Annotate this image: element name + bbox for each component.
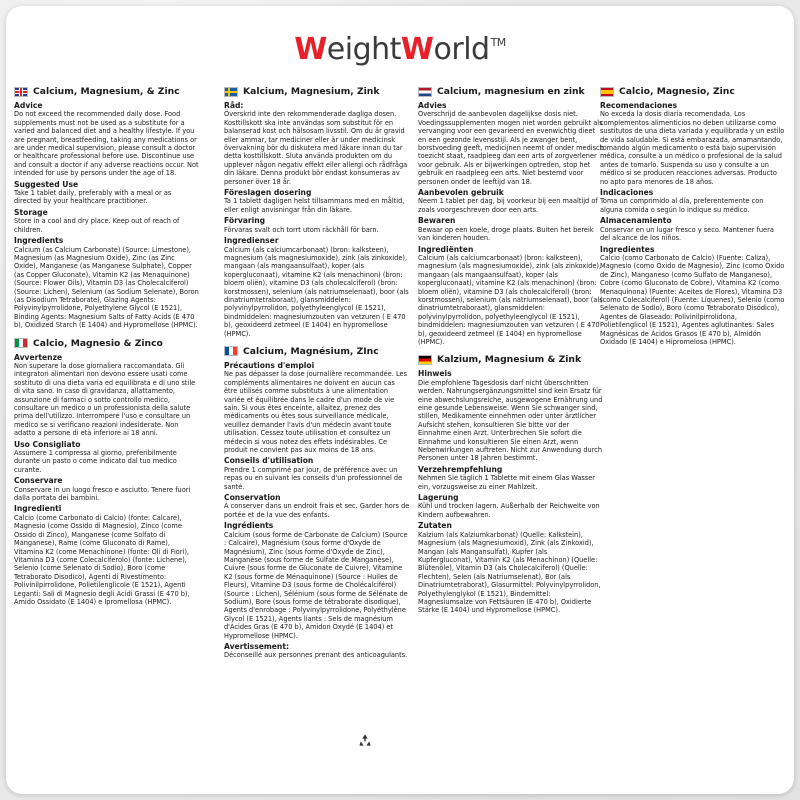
label-section [14,504,200,606]
label-section [224,493,410,519]
label-section [14,208,200,234]
section-title: Förvaring [224,216,266,226]
es-flag-icon [600,87,614,97]
logo-text-eight: eight [326,31,401,67]
product-title: Calcio, Magnesio & Zinco [33,337,163,349]
section-body: À conserver dans un endroit frais et sec. Garder hors de portée et de la vue des enfants. [224,502,410,519]
product-title: Kalcium, Magnesium, Zink [243,86,380,97]
product-title: Calcio, Magnesio, Zinc [619,86,735,97]
section-body: Kühl und trocken lagern. Außerhalb der Reichweite von Kindern aufbewahren. [418,502,600,519]
language-block [418,354,604,614]
section-body: Överskrid inte den rekommenderade dagliga dosen. Kosttillskott ska inte användas som substitut för en balanserad kost och hälsosam livsstil. Om du är gravid eller ammar, tar mediciner eller är under medicinsk övervakning bör du diskutera med läkare innan du tar detta kosttillskott. Sluta använda produkten om du upplever någon negativ effekt eller allergi och rådfråga din läkare. Denna produkt bör endast konsumeras av personer över 18 år. [224,110,408,186]
language-heading [14,86,200,97]
language-block [224,346,410,660]
language-block [224,86,410,338]
logo-text-orld: orld [433,31,490,67]
section-title: Conservation [224,493,281,503]
language-block [14,86,200,330]
section-title: Zutaten [418,521,452,531]
label-section [418,521,604,614]
section-title: Uso Consigliato [14,439,81,449]
section-body: Kalzium (als Kalziumkarbonat) (Quelle: Kalkstein), Magnesium (als Magnesiumoxid), Zink (als Zinkoxid), Mangan (als Mangansulfat), Kupfer (als Kupfergluconat), Vitamin K2 (als Menachinon) (Quelle: Blütenöle), Vitamin D3 (als Cholecalciferol) (Quelle: Flechten), Selen (als Natriumselenat), Bor (als Dinatriumtetraborat), Glasurmittel: Polyvinylpyrrolidon, Polyethylenglykol (E 1521), Bindemittel: Magnesiumsalze von Fettsäuren (E 470 b), Oxidierte Stärke (E 1404) und Hypromellose (HPMC). [418,530,601,615]
section-title: Advice [14,101,43,110]
section-title: Verzehrempfehlung [418,464,503,474]
section-body: Calcio (como Carbonato de Calcio) (Fuente: Caliza), Magnesio (como Óxido de Magnesio), Zinc (como Óxido de Zinc), Manganeso (como Sulfato de Manganeso), Cobre (como Gluconato de Cobre), Vitamina K2 (como Menaquinona) (Fuente: Aceites de Flores), Vitamina D3 (como Colecalciferol) (Fuente: Líquenes), Selenio (como Selenato de Sodio), Boro (como Tetraborato Disódico), Agentes de Glaseado: Polivinilpirrolidona, Polietilenglicol (E 1521), Agentes aglutinantes: Sales Magnésicas de Ácidos Grasos (E 470 b), Almidón Oxidado (E 1404) e Hipromelosa (HPMC). [600,253,785,346]
label-section [14,236,200,329]
section-body: Nehmen Sie täglich 1 Tablette mit einem Glas Wasser ein, vorzugsweise zu einer Mahlzeit. [418,474,596,491]
label-section [224,361,410,454]
section-body: Non superare la dose giornaliera raccomandata. Gli integratori alimentari non devono essere usati come sostituto di una dieta varia ed equilibrata e di uno stile di vita sano. In caso di gravidanza, allattamento, assunzione di farmaci o sotto controllo medico, consultare un medico o un professionista della salute prima dell'utilizzo. Interrompere l'uso e consultare un medico se si verificano reazioni indesiderate. Non adatto a persone di età inferiore ai 18 anni. [14,361,196,438]
label-section [418,465,604,491]
brand-logo [6,24,794,74]
section-title: Ingredientes [600,244,655,254]
section-body: Do not exceed the recommended daily dose. Food supplements must not be used as a substitute for a varied and balanced diet and a healthy lifestyle. If you are pregnant, breastfeeding, taking any medications or are under medical supervision, please consult a doctor or healthcare professional before use. Discontinue use and consult a doctor if any adverse reactions occur. Not intended for use by persons under the age of 18. [14,110,199,178]
section-title: Ingrédients [224,521,274,531]
section-title: Hinweis [418,369,452,379]
product-title: Calcium, magnesium en zink [437,86,585,97]
supplement-label [6,6,794,794]
logo-wordmark [294,32,506,67]
section-title: Lagerung [418,493,459,503]
language-heading [224,86,410,97]
section-title: Ingredienti [14,504,62,514]
label-section [600,216,786,242]
section-title: Conservare [14,476,63,486]
section-title: Råd: [224,101,244,110]
section-body: Calcium (als calciumcarbonaat) (bron: kalksteen), magnesium (als magnesiumoxide), zink (als zinkoxide), mangaan (als mangaansulfaat), koper (als kopergluconaat), vitamine K2 (als menachinon) (bron: bloem oliën), vitamine D3 (als cholecalciferol) (bron: korstmossen), selenium (als natriumselenaat), boor (als dinatriumtetraboraat), glansmiddelen: polyvinylpyrrolidon, polyethyleenglycol (E 1521), bindmiddelen: magnesiumzouten van vetzuren ( E 470 b), geoxideerd zetmeel (E 1404) en hypromellose (HPMC). [224,245,409,338]
section-body: Déconseillé aux personnes prenant des anticoagulants. [224,651,408,660]
section-body: Conservar en un lugar fresco y seco. Mantener fuera del alcance de los niños. [600,225,774,243]
label-section [224,642,410,660]
language-heading [14,338,200,349]
section-body: Conservare in un luogo fresco e asciutto. Tenere fuori dalla portata dei bambini. [14,485,191,503]
section-body: No exceda la dosis diaria recomendada. Los complementos alimenticios no deben utilizarse como sustitutos de una dieta variada y equilibrada y un estilo de vida saludable. Si está embarazada, amamantando, tomando algún medicamento o está bajo supervisión médica, consulte a un médico o profesional de la salud antes de tomarlo. Suspenda su uso y consulte a un médico si se producen reacciones adversas. Producto no apto para menores de 18 años. [600,110,785,186]
language-heading [224,346,410,357]
section-body: Bewaar op een koele, droge plaats. Buiten het bereik van kinderen houden. [418,225,594,243]
section-title: Conseils d'utilisation [224,456,314,466]
label-section [224,101,410,186]
label-section [600,188,786,214]
section-title: Almacenamiento [600,216,672,226]
language-block [418,86,604,346]
label-section [600,101,786,186]
language-heading [418,354,604,365]
label-section [224,216,410,234]
language-block [14,338,200,607]
section-title: Ingredienser [224,236,279,246]
fr-flag-icon [224,346,238,356]
section-title: Indicaciones [600,188,654,198]
section-title: Ingrediënten [418,244,474,254]
column-2 [224,86,410,668]
section-body: Assumere 1 compressa al giorno, preferibilmente durante un pasto o come indicato dal tuo medico curante. [14,449,177,474]
section-title: Advies [418,101,447,110]
section-title: Avertissement: [224,641,290,651]
label-section [418,101,604,186]
label-section [224,521,410,640]
section-title: Recomendaciones [600,101,678,110]
section-body: Die empfohlene Tagesdosis darf nicht überschritten werden. Nahrungsergänzungsmittel sind kein Ersatz für eine abwechslungsreiche, ausgewogene Ernährung und eine gesunde Lebensweise. Wenn Sie schwanger sind, stillen, Medikamente einnehmen oder unter ärztlicher Aufsicht stehen, konsultieren Sie bitte vor der Einnahme einen Arzt. Unterbrechen Sie sofort die Einnahme und konsultieren Sie einen Arzt, wenn Nebenwirkungen auftreten. Nicht zur Anwendung durch Personen unter 18 Jahren bestimmt. [418,378,603,463]
language-block [600,86,786,346]
label-section [224,236,410,338]
section-title: Storage [14,207,48,217]
column-3 [418,86,604,623]
label-section [418,369,604,462]
it-flag-icon [14,338,28,348]
section-body: Neem 1 tablet per dag, bij voorkeur bij een maaltijd of zoals voorgeschreven door een arts. [418,197,598,214]
label-section [14,440,200,475]
se-flag-icon [224,87,238,97]
section-body: Förvaras svalt och torrt utom räckhåll för barn. [224,225,379,234]
recycle-icon [358,733,372,747]
product-title: Calcium, Magnesium, & Zinc [33,86,180,97]
section-title: Suggested Use [14,179,79,189]
label-section [600,245,786,347]
de-flag-icon [418,355,432,365]
label-section [418,245,604,347]
section-title: Avvertenze [14,352,63,362]
section-body: Calcium (als calciumcarbonaat) (bron: kalksteen), magnesium (als magnesiumoxide), zink (als zinkoxide), mangaan (als mangaansulfaat), koper (als kopergluconaat), vitamine K2 (als menachinon) (bron: bloem oliën), vitamine D3 (als cholecalciferol) (bron: korstmossen), selenium (als natriumselenaat), boor (als dinatriumtetraboraat), glansmiddelen: polyvinylpyrrolidon, polyethyleenglycol (E 1521), bindmiddelen: magnesiumzouten van vetzuren ( E 470 b), geoxideerd zetmeel (E 1404) en hypromellose (HPMC). [418,253,603,346]
product-title: Calcium, Magnésium, ZInc [243,345,379,357]
trademark-mark: TM [490,35,506,49]
section-title: Aanbevolen gebruik [418,188,504,198]
language-heading [418,86,604,97]
label-section [14,476,200,502]
column-4 [600,86,786,354]
section-body: Prendre 1 comprimé par jour, de préférence avec un repas ou en suivant les conseils d'un professionnel de santé. [224,465,403,491]
section-title: Föreslagen dosering [224,188,312,198]
column-1 [14,86,200,614]
section-title: Précautions d'emploi [224,360,315,370]
label-section [418,216,604,242]
section-body: Take 1 tablet daily, preferably with a meal or as directed by your healthcare practitioner. [14,189,172,206]
logo-letter-w2: W [400,31,434,67]
section-title: Ingredients [14,236,64,246]
product-title: Kalzium, Magnesium & Zink [437,354,582,366]
label-section [224,188,410,214]
language-heading [600,86,786,97]
label-section [14,180,200,206]
section-body: Store in a cool and dry place. Keep out of reach of children. [14,217,180,234]
label-section [14,101,200,178]
section-body: Calcio (come Carbonato di Calcio) (fonte: Calcare), Magnesio (come Ossido di Magnesio), Zinco (come Ossido di Zinco), Manganese (come Solfato di Manganese), Rame (come Gluconato di Rame), Vitamina K2 (come Menachinone) (fonte: Oli di Fiori), Vitamina D3 (come Colecalciferolo) (fonte: Lichene), Selenio (come Selenato di Sodio), Boro (come Tetraborato Disodico), Agenti di Rivestimento: Polivinilpirrolidone, Polietilenglicole (E 1521), Agenti Leganti: Sali di Magnesio degli Acidi Grassi (E 470 b), Amido Ossidato (E 1404) e Ipromellosa (HPMC). [14,513,190,606]
label-section [14,353,200,438]
section-body: Toma un comprimido al día, preferentemente con alguna comida o según lo indique su médico. [600,197,764,214]
section-body: Ne pas dépasser la dose journalière recommandée. Les compléments alimentaires ne doivent en aucun cas être utilisés comme substituts à une alimentation variée et équilibrée dans le cadre d'un mode de vie sain. Si vous êtes enceinte, allaitez, prenez des médicaments ou êtes sous surveillance médicale, veuillez demander l'avis d'un médecin avant toute utilisation. Cessez toute utilisation et consultez un médecin si vous notez des effets indésirables. Ce produit ne convient pas aux moins de 18 ans. [224,370,408,455]
uk-flag-icon [14,87,28,97]
section-body: Calcium (as Calcium Carbonate) (Source: Limestone), Magnesium (as Magnesium Oxide), Zinc (as Zinc Oxide), Manganese (as Manganese Sulphate), Copper (as Copper Gluconate), Vitamin K2 (as Menaquinone) (Source: Flower Oils), Vitamin D3 (as Cholecalciferol) (Source: Lichen), Selenium (as Sodium Selenate), Boron (as Disodium Tetraborate), Glazing Agents: Polyvinylpyrrolidone, Polyethylene Glycol (E 1521), Binding Agents: Magnesium Salts of Fatty Acids (E 470 b), Oxidized Starch (E 1404) and Hypromellose (HPMC). [14,245,199,330]
section-body: Calcium (sous forme de Carbonate de Calcium) (Source : Calcaire), Magnésium (sous forme d'Oxyde de Magnésium), Zinc (sous forme d'Oxyde de Zinc), Manganèse (sous forme de Sulfate de Manganèse), Cuivre (sous forme de Gluconate de Cuivre), Vitamine K2 (sous forme de Ménaquinone) (Source : Huiles de Fleurs), Vitamine D3 (sous forme de Cholécalciférol) (Source : Lichen), Sélénium (sous forme de Sélénate de Sodium), Bore (sous forme de tétraborate disodique), Agents d'enrobage : Polyvinylpyrrolidone, Polyéthylène Glycol (E 1521), Agents liants : Sels de magnésium d'Acides Gras (E 470 b), Amidon Oxydé (E 1404) et Hypromellose (HPMC). [224,530,408,640]
section-title: Bewaren [418,216,456,226]
section-body: Overschrijd de aanbevolen dagelijkse dosis niet. Voedingssupplementen mogen niet worden gebruikt als vervanging voor een gevarieerd en evenwichtig dieet en een gezonde levensstijl. Als je zwanger bent, borstvoeding geeft, medicijnen neemt of onder medisch toezicht staat, raadpleeg dan een arts of zorgverlener voor gebruik. Als er bijwerkingen optreden, stop het gebruik en raadpleeg een arts. Niet bestemd voor personen onder de leeftijd van 18. [418,110,604,186]
label-section [224,456,410,491]
label-section [418,493,604,519]
logo-letter-w: W [294,31,327,67]
section-body: Ta 1 tablett dagligen helst tillsammans med en måltid, eller enligt anvisningar från din läkare. [224,197,405,214]
label-section [418,188,604,214]
nl-flag-icon [418,87,432,97]
